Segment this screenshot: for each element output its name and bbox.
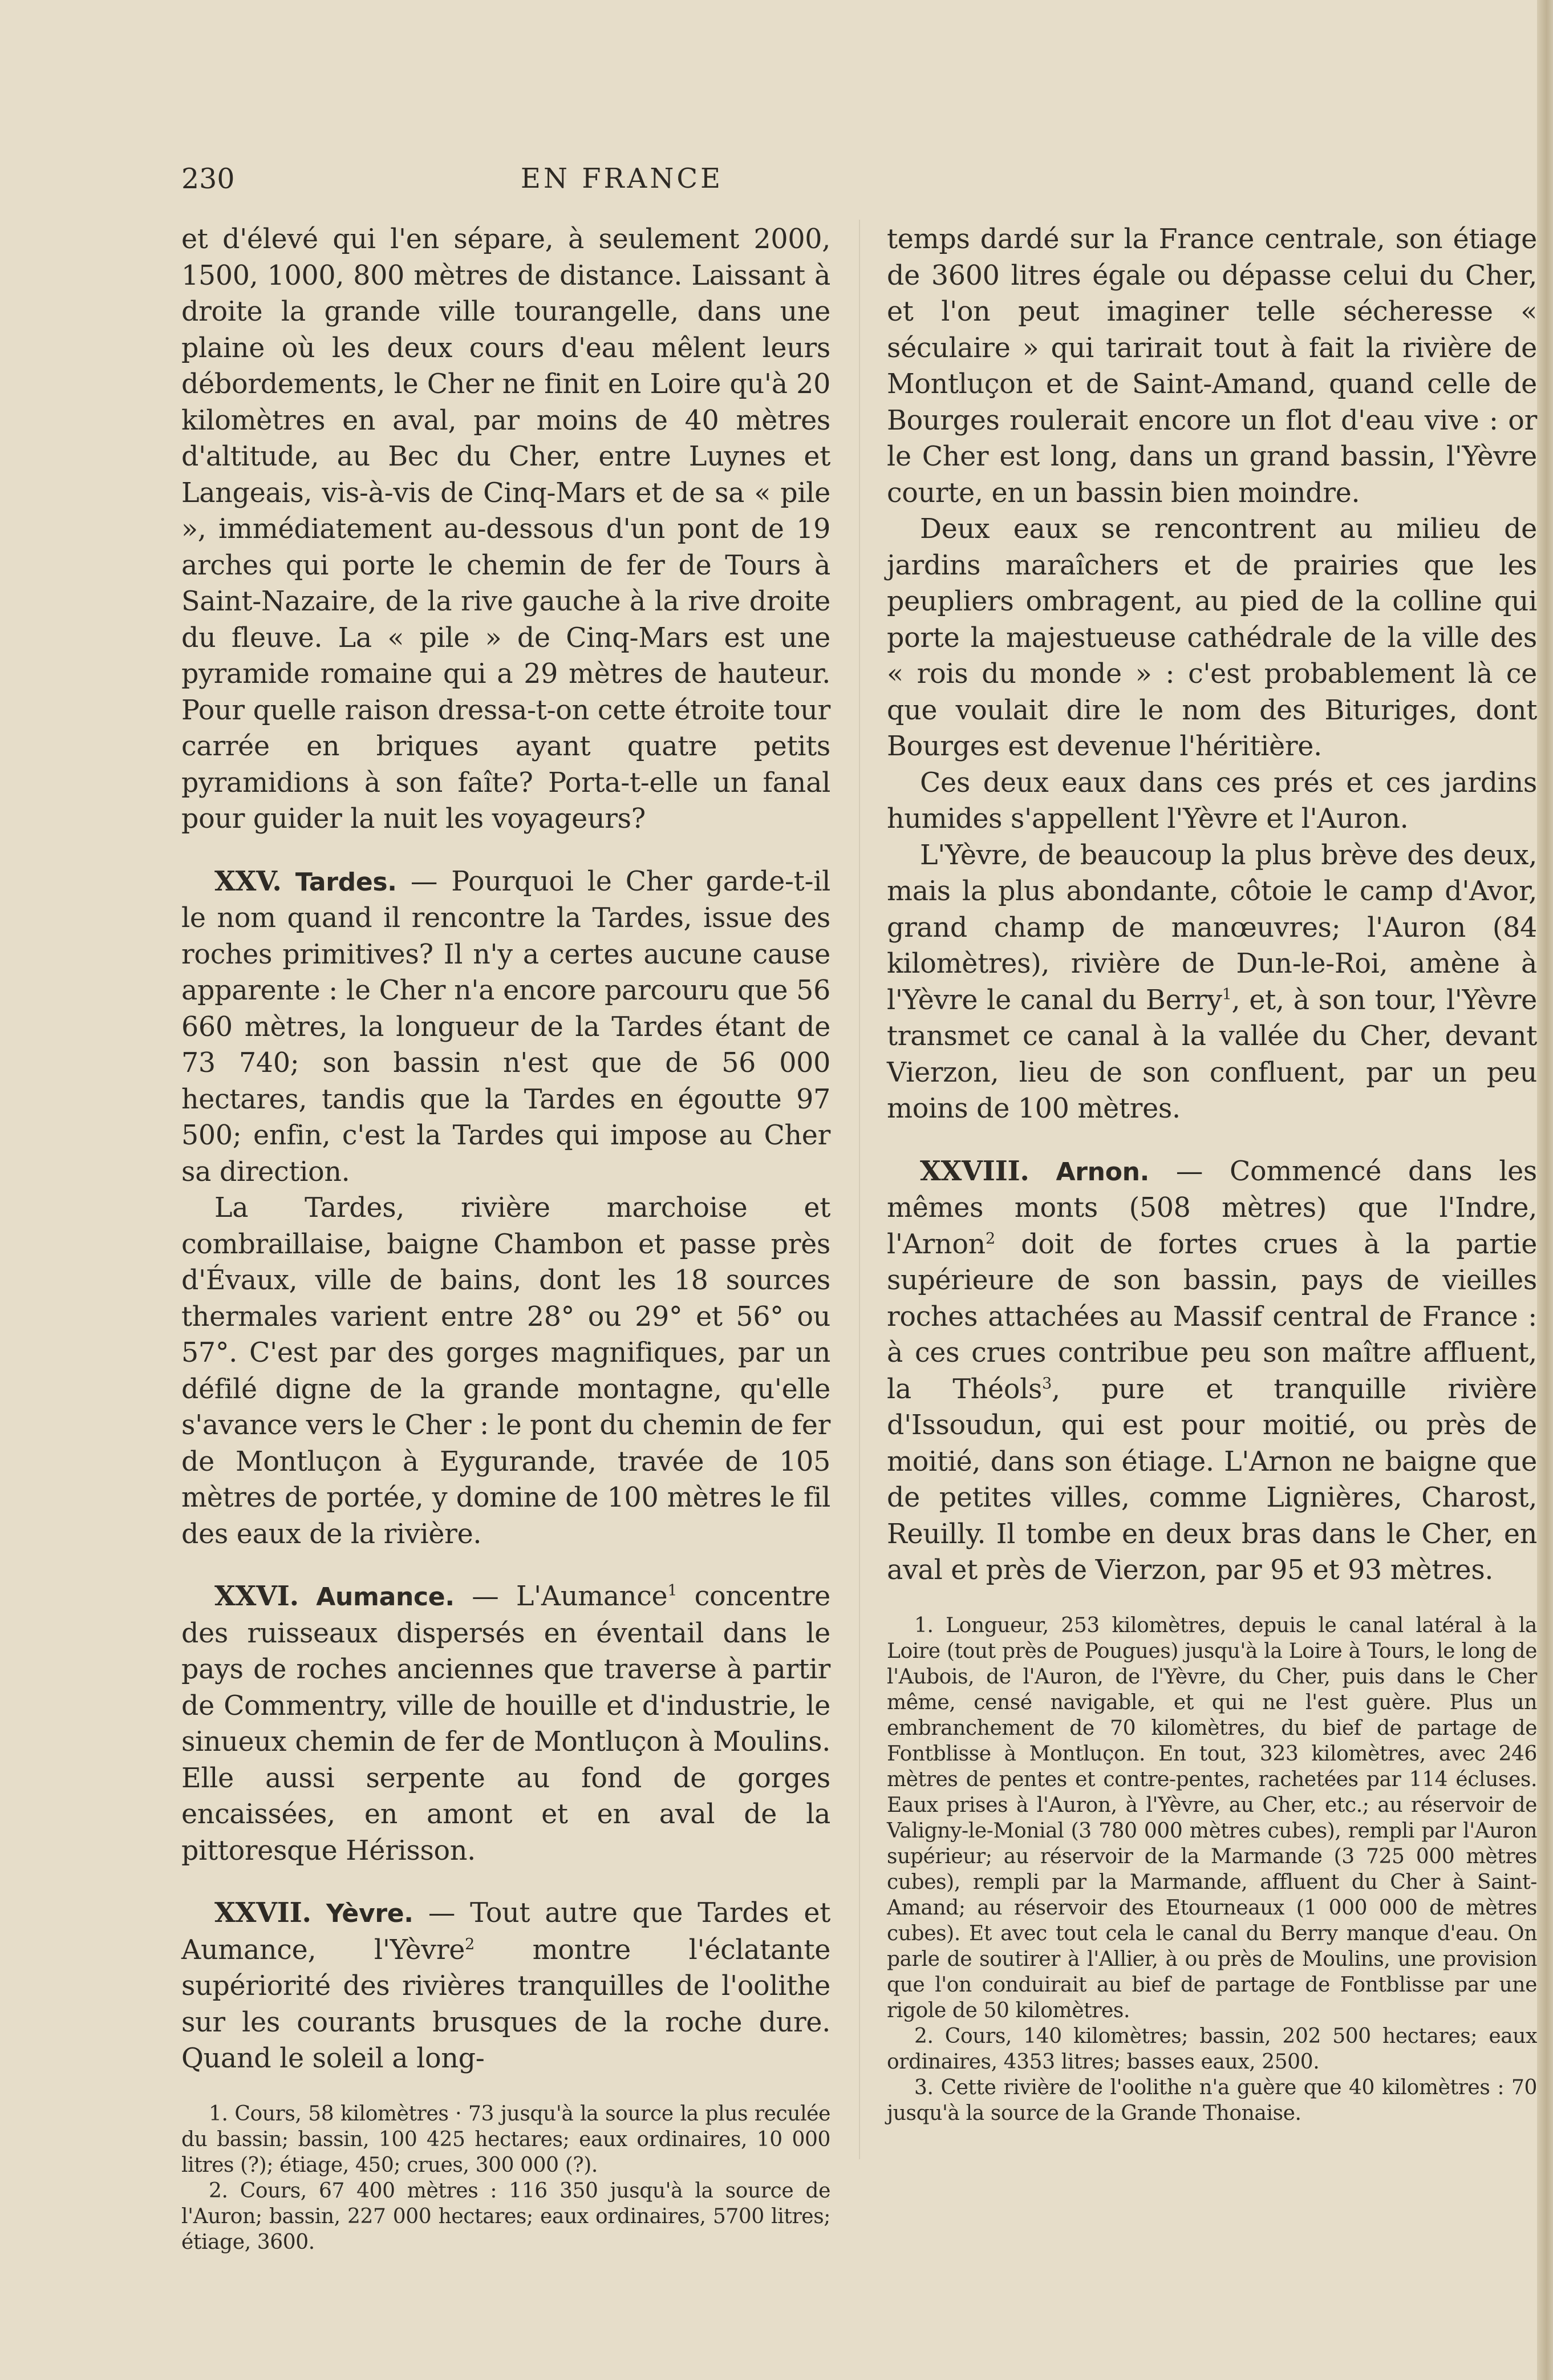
- section-xxv: [181, 864, 830, 1191]
- footnote-marker: 2: [465, 1935, 475, 1953]
- section-text: — L'Aumance: [454, 1581, 668, 1612]
- paragraph: [887, 837, 1537, 1127]
- section-title: Aumance.: [316, 1582, 455, 1612]
- section-text: — Pourquoi le Cher garde-t-il le nom quand il rencontre la Tardes, issue des roches primitives? Il n'y a certes aucune cause apparente : le Cher n'a encore parcouru que 56 660 mètres, la longueur de la Tardes étant de 73 740; son bassin n'est que de 56 000 hectares, tandis que la Tardes en égoutte 97 500; enfin, c'est la Tardes qui impose au Cher sa direction.: [181, 865, 830, 1188]
- footnote-marker: 1: [1222, 985, 1232, 1003]
- left-column: [181, 221, 830, 2255]
- section-number: XXVI.: [214, 1580, 299, 1612]
- footnotes: [887, 1613, 1537, 2126]
- footnotes: [181, 2101, 830, 2255]
- page-edge-shadow: [1537, 0, 1553, 2380]
- section-text: , pure et tranquille rivière d'Issoudun, qui est pour moitié, ou près de moitié, dans son étiage. L'Arnon ne baigne que de petites villes, comme Lignières, Charost, Reuilly. Il tombe en deux bras dans le Cher, en aval et près de Vierzon, par 95 et 93 mètres.: [887, 1373, 1537, 1586]
- running-title: EN FRANCE: [520, 163, 724, 195]
- paragraph-text: L'Yèvre, de beaucoup la plus brève des deux, mais la plus abondante, côtoie le camp d'Avor, grand champ de manœuvres; l'Auron (84 kilomètres), rivière de Dun-le-Roi, amène à l'Yèvre le canal du Berry: [887, 839, 1537, 1016]
- column-gutter: [859, 220, 860, 2159]
- footnote: 2. Cours, 67 400 mètres : 116 350 jusqu'à la source de l'Auron; bassin, 227 000 hectares; eaux ordinaires, 5700 litres; étiage, 3600.: [181, 2179, 830, 2254]
- section-text: — Tout autre que Tardes et Aumance, l'Yèvre: [181, 1897, 830, 1966]
- section-text: concentre des ruisseaux dispersés en éventail dans le pays de roches anciennes que traverse à partir de Commentry, ville de houille et d'industrie, le sinueux chemin de fer de Montluçon à Moulins. Elle aussi serpente au fond de gorges encaissées, en amont et en aval de la pittoresque Hérisson.: [181, 1581, 830, 1867]
- footnote-marker: 1: [667, 1582, 678, 1600]
- footnote: 1. Cours, 58 kilomètres · 73 jusqu'à la source la plus reculée du bassin; bassin, 100 425 hectares; eaux ordinaires, 10 000 litres (?); étiage, 450; crues, 300 000 (?).: [181, 2102, 830, 2177]
- paragraph-text: , et, à son tour, l'Yèvre transmet ce canal à la vallée du Cher, devant Vierzon, lieu de son confluent, par un peu moins de 100 mètres.: [887, 984, 1537, 1124]
- section-number: XXV.: [214, 865, 282, 897]
- right-column: [887, 221, 1537, 2126]
- footnote: 2. Cours, 140 kilomètres; bassin, 202 500 hectares; eaux ordinaires, 4353 litres; basses eaux, 2500.: [887, 2024, 1537, 2074]
- section-xxvii: [181, 1895, 830, 2077]
- section-title: Tardes.: [295, 867, 397, 897]
- section-xxvi: [181, 1578, 830, 1869]
- footnote-marker: 3: [1042, 1374, 1052, 1393]
- footnote-marker: 2: [985, 1229, 995, 1248]
- footnote: 3. Cette rivière de l'oolithe n'a guère que 40 kilomètres : 70 jusqu'à la source de la Grande Thonaise.: [887, 2075, 1537, 2125]
- page-header: [181, 163, 1063, 208]
- paragraph: Deux eaux se rencontrent au milieu de jardins maraîchers et de prairies que les peupliers ombragent, au pied de la colline qui porte la majestueuse cathédrale de la ville des « rois du monde » : c'est probablement là ce que voulait dire le nom des Bituriges, dont Bourges est devenue l'héritière.: [887, 513, 1537, 762]
- paragraph-continuation: et d'élevé qui l'en sépare, à seulement 2000, 1500, 1000, 800 mètres de distance. Laissant à droite la grande ville tourangelle, dans une plaine où les deux cours d'eau mêlent leurs débordements, le Cher ne finit en Loire qu'à 20 kilomètres en aval, par moins de 40 mètres d'altitude, au Bec du Cher, entre Luynes et Langeais, vis-à-vis de Cinq-Mars et de sa « pile », immédiatement au-dessous d'un pont de 19 arches qui porte le chemin de fer de Tours à Saint-Nazaire, de la rive gauche à la rive droite du fleuve. La « pile » de Cinq-Mars est une pyramide romaine qui a 29 mètres de hauteur. Pour quelle raison dressa-t-on cette étroite tour carrée en briques ayant quatre petits pyramidions à son faîte? Porta-t-elle un fanal pour guider la nuit les voyageurs?: [181, 224, 830, 835]
- paragraph-continuation: temps dardé sur la France centrale, son étiage de 3600 litres égale ou dépasse celui du Cher, et l'on peut imaginer telle sécheresse « séculaire » qui tarirait tout à fait la rivière de Montluçon et de Saint-Amand, quand celle de Bourges roulerait encore un flot d'eau vive : or le Cher est long, dans un grand bassin, l'Yèvre courte, en un bassin bien moindre.: [887, 224, 1537, 509]
- section-number: XXVIII.: [920, 1155, 1029, 1187]
- section-text: montre l'éclatante supériorité des rivières tranquilles de l'oolithe sur les courants brusques de la roche dure. Quand le soleil a long-: [181, 1934, 831, 2074]
- page-number: 230: [181, 163, 235, 195]
- footnote: 1. Longueur, 253 kilomètres, depuis le canal latéral à la Loire (tout près de Pougues) jusqu'à la Loire à Tours, le long de l'Aubois, de l'Auron, de l'Yèvre, du Cher, puis dans le Cher même, censé navigable, et qui ne l'est guère. Plus un embranchement de 70 kilomètres, du bief de partage de Fontblisse à Montluçon. En tout, 323 kilomètres, avec 246 mètres de pentes et contre-pentes, rachetées par 114 écluses. Eaux prises à l'Auron, à l'Yèvre, au Cher, etc.; au réservoir de Valigny-le-Monial (3 780 000 mètres cubes), rempli par l'Auron supérieur; au réservoir de la Marmande (3 725 000 mètres cubes), rempli par la Marmande, affluent du Cher à Saint-Amand; au réservoir des Etourneaux (1 000 000 de mètres cubes). Et avec tout cela le canal du Berry manque d'eau. On parle de soutirer à l'Allier, à ou près de Moulins, une provision que l'on conduirait au bief de partage de Fontblisse par une rigole de 50 kilomètres.: [887, 1613, 1537, 2022]
- section-title: Arnon.: [1056, 1157, 1150, 1187]
- section-text: — Commencé dans les mêmes monts (508 mètres) que l'Indre, l'Arnon: [887, 1155, 1537, 1260]
- section-xxviii: [887, 1153, 1537, 1589]
- paragraph: La Tardes, rivière marchoise et combraillaise, baigne Chambon et passe près d'Évaux, ville de bains, dont les 18 sources thermales varient entre 28° ou 29° et 56° ou 57°. C'est par des gorges magnifiques, par un défilé digne de la grande montagne, qu'elle s'avance vers le Cher : le pont du chemin de fer de Montluçon à Eygurande, travée de 105 mètres de portée, y domine de 100 mètres le fil des eaux de la rivière.: [181, 1192, 830, 1550]
- section-title: Yèvre.: [326, 1899, 413, 1928]
- paragraph: Ces deux eaux dans ces prés et ces jardins humides s'appellent l'Yèvre et l'Auron.: [887, 767, 1537, 835]
- section-number: XXVII.: [214, 1897, 311, 1929]
- section-text: doit de fortes crues à la partie supérieure de son bassin, pays de vieilles roches attachées au Massif central de France : à ces crues contribue peu son maître affluent, la Théols: [887, 1228, 1537, 1405]
